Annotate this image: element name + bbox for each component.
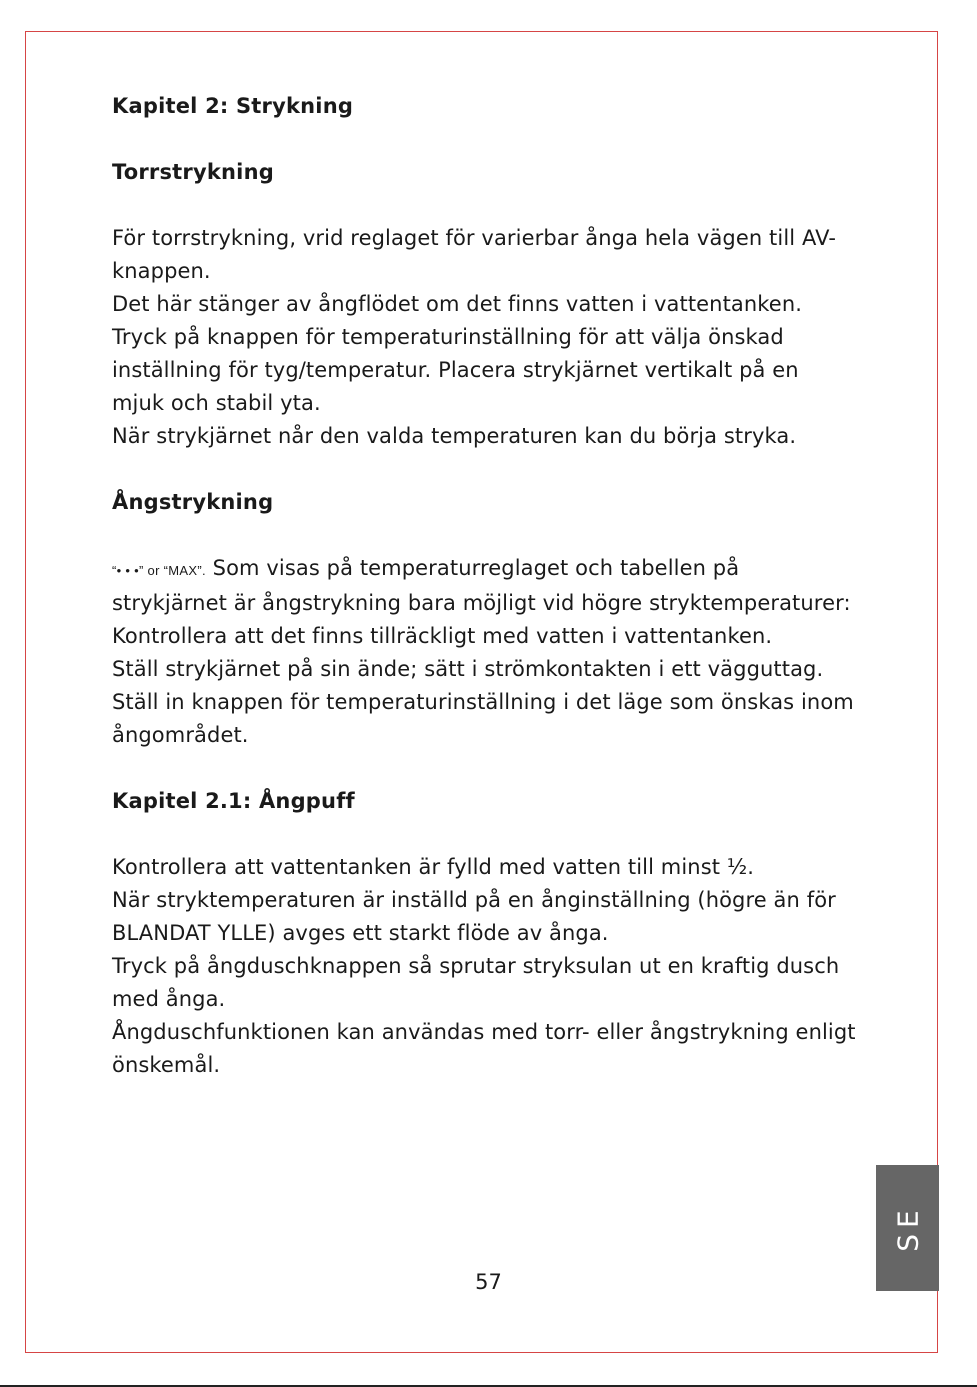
language-tab-label: SE [891, 1204, 924, 1252]
page-content [112, 90, 872, 1082]
steam-puff-heading: Kapitel 2.1: Ångpuff [112, 789, 355, 813]
steam-ironing-heading: Ångstrykning [112, 490, 274, 514]
steam-first-line-rest: Som visas på temperaturreglaget och tabellen på [212, 556, 740, 580]
text-line: inställning för tyg/temperatur. Placera strykjärnet vertikalt på en [112, 358, 799, 382]
dry-ironing-heading: Torrstrykning [112, 160, 274, 184]
text-line: Kontrollera att vattentanken är fylld med vatten till minst ½. [112, 855, 755, 879]
steam-setting-note: “• • •” or “MAX”. [112, 563, 206, 578]
text-line: önskemål. [112, 1053, 221, 1077]
text-line: Ställ strykjärnet på sin ände; sätt i strömkontakten i ett vägguttag. [112, 657, 824, 681]
text-line: ångområdet. [112, 723, 249, 747]
text-line: mjuk och stabil yta. [112, 391, 321, 415]
text-line: När strykjärnet når den valda temperaturen kan du börja stryka. [112, 424, 797, 448]
text-line: strykjärnet är ångstrykning bara möjligt vid högre stryktemperaturer: [112, 591, 851, 615]
text-line: knappen. [112, 259, 211, 283]
text-line: Det här stänger av ångflödet om det finns vatten i vattentanken. [112, 292, 803, 316]
page-number: 57 [475, 1270, 502, 1294]
text-line: Ställ in knappen för temperaturinställning i det läge som önskas inom [112, 690, 854, 714]
text-line: Kontrollera att det finns tillräckligt med vatten i vattentanken. [112, 624, 773, 648]
text-line: För torrstrykning, vrid reglaget för varierbar ånga hela vägen till AV- [112, 226, 837, 250]
text-line: med ånga. [112, 987, 226, 1011]
steam-ironing-text [112, 552, 872, 752]
text-line [112, 552, 872, 587]
text-line: Tryck på ångduschknappen så sprutar stryksulan ut en kraftig dusch [112, 954, 840, 978]
steam-puff-text [112, 851, 872, 1082]
chapter-heading: Kapitel 2: Strykning [112, 94, 354, 118]
text-line: Tryck på knappen för temperaturinställning för att välja önskad [112, 325, 784, 349]
text-line: När stryktemperaturen är inställd på en ånginställning (högre än för [112, 888, 836, 912]
dry-ironing-text [112, 222, 872, 453]
text-line: Ångduschfunktionen kan användas med torr- eller ångstrykning enligt [112, 1020, 856, 1044]
text-line: BLANDAT YLLE) avges ett starkt flöde av ånga. [112, 921, 609, 945]
